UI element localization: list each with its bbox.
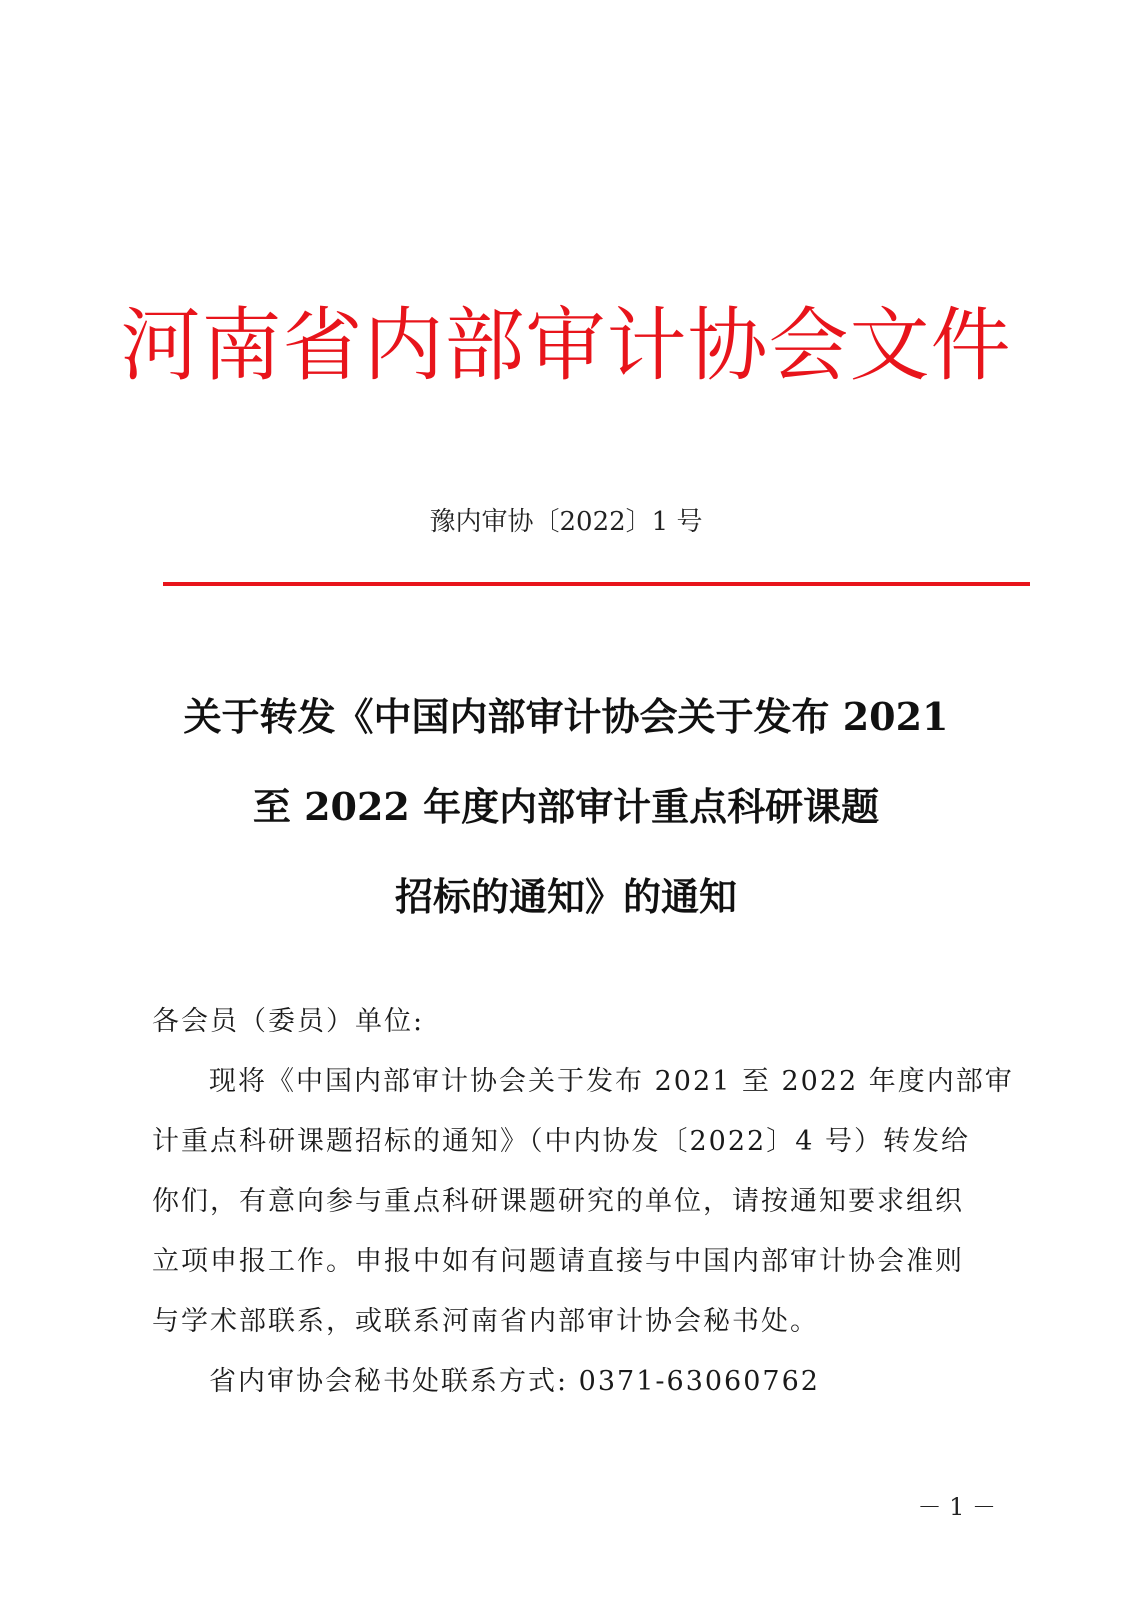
title-line-3: 招标的通知》的通知 (394, 874, 737, 919)
document-title (120, 688, 1012, 958)
document-body (152, 1002, 1014, 1422)
document-masthead: 河南省内部审计协会文件 (120, 299, 1012, 392)
paragraph-line-5: 与学术部联系，或联系河南省内部审计协会秘书处。 (152, 1306, 819, 1337)
contact-info: 省内审协会秘书处联系方式: 0371-63060762 (209, 1366, 820, 1397)
paragraph-line-2: 计重点科研课题招标的通知》（中内协发〔2022〕4 号）转发给 (152, 1126, 970, 1157)
red-divider-line (163, 582, 1030, 586)
page-number: － 1 － (917, 1493, 996, 1521)
title-line-1: 关于转发《中国内部审计协会关于发布 2021 (183, 694, 949, 739)
salutation: 各会员（委员）单位: (152, 1006, 425, 1037)
paragraph-line-1: 现将《中国内部审计协会关于发布 2021 至 2022 年度内部审 (209, 1066, 1014, 1097)
paragraph-line-3: 你们，有意向参与重点科研课题研究的单位，请按通知要求组织 (152, 1186, 964, 1217)
document-number: 豫内审协〔2022〕1 号 (429, 507, 703, 537)
title-line-2: 至 2022 年度内部审计重点科研课题 (252, 784, 880, 829)
paragraph-line-4: 立项申报工作。申报中如有问题请直接与中国内部审计协会准则 (152, 1246, 964, 1277)
